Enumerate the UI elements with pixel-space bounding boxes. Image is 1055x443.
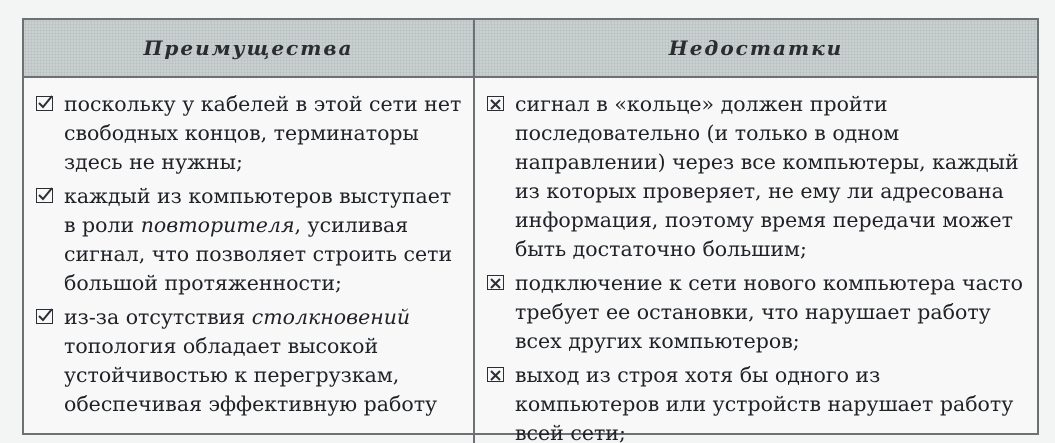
- disadvantage-item: [487, 361, 1027, 443]
- cross-box-icon: [487, 275, 504, 290]
- advantage-item: [36, 90, 463, 177]
- advantages-column: [24, 78, 475, 443]
- header-advantages-label: Преимущества: [143, 36, 354, 60]
- term-collisions: столкновений: [251, 305, 411, 329]
- advantage-item: [36, 303, 463, 419]
- disadvantage-item: [487, 90, 1027, 264]
- header-disadvantages-label: Недостатки: [668, 36, 844, 60]
- advantage-text: поскольку у кабелей в этой сети нет свободных концов, терминаторы здесь не нужны;: [64, 92, 462, 174]
- advantage-text: каждый из компьютеров выступает в роли повторителя, усиливая сигнал, что позволяет строить сети большой протяженности;: [64, 184, 453, 295]
- check-box-icon: [36, 96, 53, 111]
- comparison-table: [22, 18, 1039, 443]
- cross-box-icon: [487, 96, 504, 111]
- check-box-icon: [36, 309, 53, 324]
- disadvantages-column: [475, 78, 1037, 443]
- check-box-icon: [36, 188, 53, 203]
- header-advantages: [24, 20, 475, 78]
- disadvantage-text: подключение к сети нового компьютера часто требует ее остановки, что нарушает работу всех других компьютеров;: [515, 271, 1023, 353]
- advantage-text: из-за отсутствия столкновений топология обладает высокой устойчивостью к перегрузкам, обеспечивая эффективную работу: [64, 305, 438, 416]
- advantage-item: [36, 182, 463, 298]
- disadvantage-item: [487, 269, 1027, 356]
- disadvantage-text: сигнал в «кольце» должен пройти последовательно (и только в одном направлении) через все компьютеры, каждый из которых проверяет, не ему ли адресована информация, поэтому время передачи может быть достаточно большим;: [515, 92, 1019, 261]
- header-disadvantages: [475, 20, 1037, 78]
- disadvantage-text: выход из строя хотя бы одного из компьютеров или устройств нарушает работу всей сети;: [515, 363, 1014, 443]
- cross-box-icon: [487, 367, 504, 382]
- term-repeater: повторителя: [140, 213, 295, 237]
